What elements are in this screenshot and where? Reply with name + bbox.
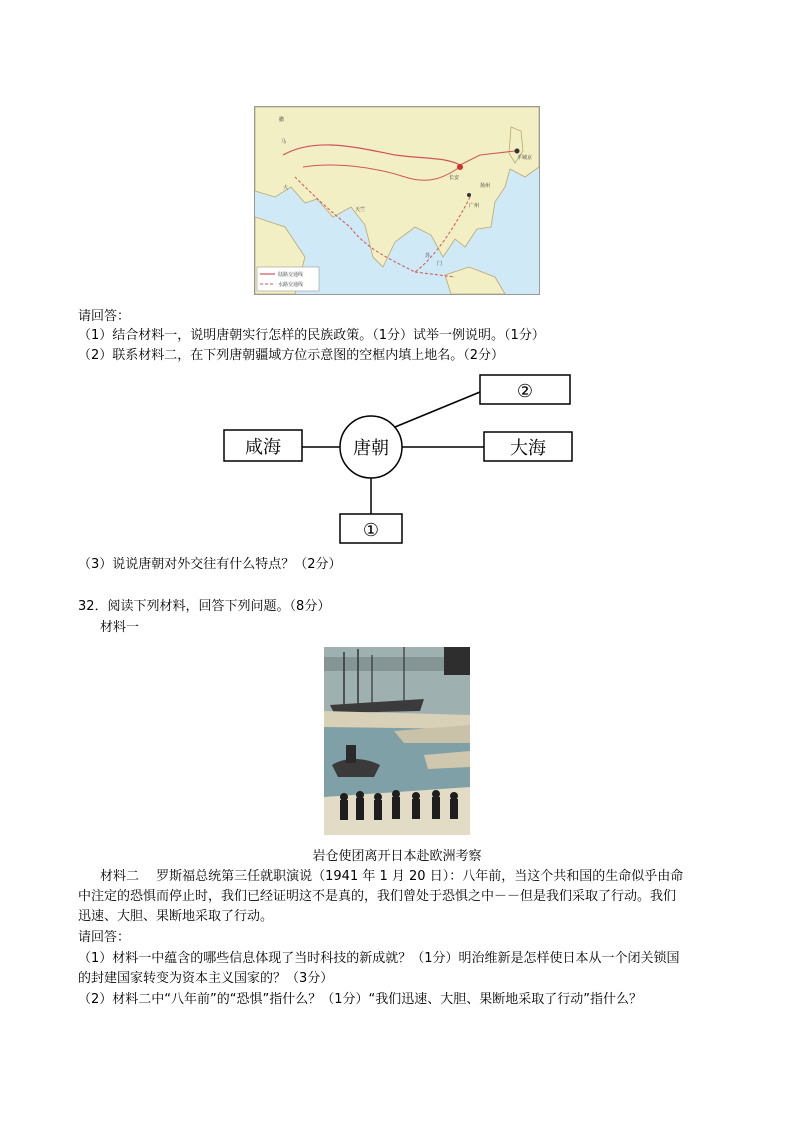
tang-trade-routes-map <box>254 106 540 295</box>
painting-caption: 岩仓使团离开日本赴欧洲考察 <box>312 849 482 864</box>
question-32-1-line-1: （1）材料一中蕴含的哪些信息体现了当时科技的新成就？（1分）明治维新是怎样使日本从一个闭关锁国 <box>78 951 680 966</box>
legend-sea: 水路交通线 <box>278 282 304 288</box>
map-label: 门 <box>437 261 443 267</box>
prompt-32: 请回答： <box>78 930 131 945</box>
map-label: 广州 <box>469 203 480 209</box>
material-1-label: 材料一 <box>100 620 140 635</box>
map-label: 天竺 <box>355 207 366 213</box>
diagram-east-label: 大海 <box>510 438 546 459</box>
diagram-west-label: 咸海 <box>245 437 281 458</box>
prompt-31: 请回答： <box>78 309 131 324</box>
question-32-2: （2）材料二中“八年前”的“恐惧”指什么？（1分）“我们迅速、大胆、果断地采取了行动”指什么？ <box>78 992 642 1007</box>
map-label: 平城京 <box>517 155 533 161</box>
diagram-blank-1-label: ① <box>362 520 380 541</box>
question-31-1: （1）结合材料一，说明唐朝实行怎样的民族政策。（1分）试举一例说明。（1分） <box>78 328 545 343</box>
question-31-3: （3）说说唐朝对外交往有什么特点？（2分） <box>78 557 342 572</box>
section-32-title: 32．阅读下列材料，回答下列问题。（8分） <box>78 599 331 614</box>
material-2-line-3: 迅速、大胆、果断地采取了行动。 <box>78 909 274 924</box>
question-31-2: （2）联系材料二，在下列唐朝疆域方位示意图的空框内填上地名。（2分） <box>78 348 505 363</box>
legend-land: 陆路交通线 <box>278 272 304 278</box>
map-label: 大 <box>283 185 289 191</box>
diagram-blank-2-label: ② <box>516 381 534 402</box>
map-label: 长安 <box>449 175 460 181</box>
diagram-center-label: 唐朝 <box>353 438 389 459</box>
map-label: 马 <box>281 139 287 145</box>
map-label: 撒 <box>279 117 285 123</box>
iwakura-mission-painting <box>324 647 470 835</box>
material-2-line-2: 中注定的恐惧而停止时，我们已经证明这不是真的，我们曾处于恐惧之中－－但是我们采取了行动。我们 <box>78 889 677 904</box>
map-label: 苏 <box>425 253 431 259</box>
map-label: 扬州 <box>480 183 491 189</box>
question-32-1-line-2: 的封建国家转变为资本主义国家的？（3分） <box>78 971 334 986</box>
material-2-line-1: 材料二 罗斯福总统第三任就职演说（1941 年 1 月 20 日）：八年前，当这个共和国的生命似乎由命 <box>100 869 684 884</box>
tang-orientation-diagram <box>0 370 794 550</box>
